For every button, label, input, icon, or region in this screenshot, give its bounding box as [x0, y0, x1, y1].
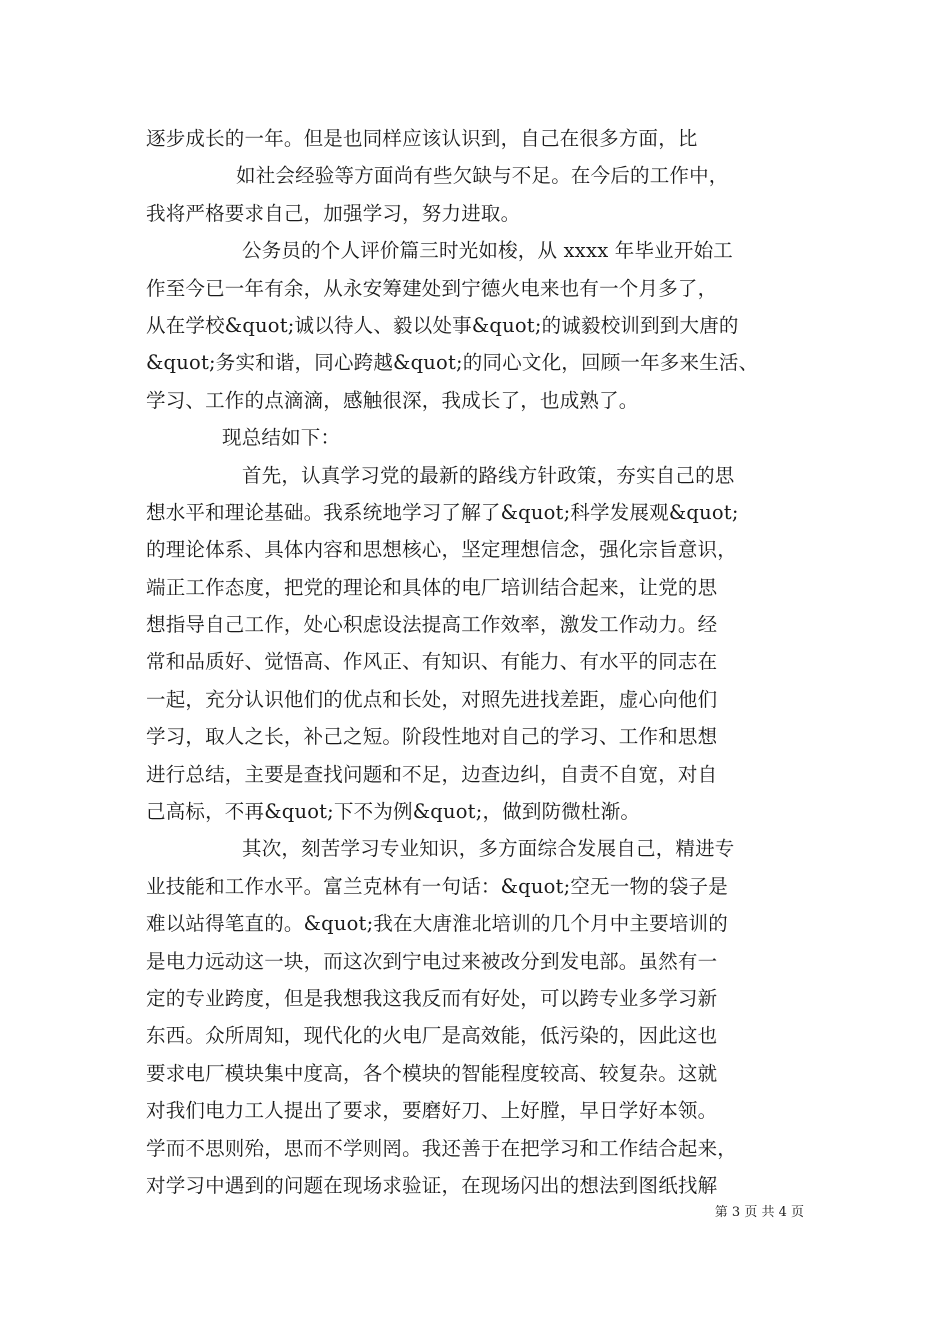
- text-line: 现总结如下：: [222, 426, 341, 450]
- text-line: 是电力远动这一块，而这次到宁电过来被改分到发电部。虽然有一: [146, 949, 718, 973]
- text-line: 学习，取人之长，补己之短。阶段性地对自己的学习、工作和思想: [146, 725, 718, 749]
- text-line: 对我们电力工人提出了要求，要磨好刀、上好膛，早日学好本领。: [146, 1099, 718, 1123]
- text-line: 学习、工作的点滴滴，感触很深，我成长了，也成熟了。: [146, 388, 639, 412]
- page-number: 第 3 页 共 4 页: [714, 1205, 804, 1220]
- text-line: &quot;务实和谐，同心跨越&quot;的同心文化，回顾一年多来生活、: [146, 351, 759, 375]
- text-line: 首先，认真学习党的最新的路线方针政策，夯实自己的思: [242, 463, 735, 487]
- text-line: 定的专业跨度，但是我想我这我反而有好处，可以跨专业多学习新: [146, 986, 718, 1010]
- text-line: 常和品质好、觉悟高、作风正、有知识、有能力、有水平的同志在: [146, 650, 718, 674]
- body-text: [146, 120, 806, 1204]
- text-line: 从在学校&quot;诚以待人、毅以处事&quot;的诚毅校训到到大唐的: [146, 313, 739, 337]
- text-line: 一起，充分认识他们的优点和长处，对照先进找差距，虚心向他们: [146, 687, 718, 711]
- text-line: 想水平和理论基础。我系统地学习了解了&quot;科学发展观&quot;: [146, 500, 739, 524]
- text-line: 如社会经验等方面尚有些欠缺与不足。在今后的工作中，: [236, 164, 729, 188]
- text-line: 想指导自己工作，处心积虑设法提高工作效率，激发工作动力。经: [146, 613, 718, 637]
- text-line: 东西。众所周知，现代化的火电厂是高效能，低污染的，因此这也: [146, 1024, 718, 1048]
- text-line: 难以站得笔直的。&quot;我在大唐淮北培训的几个月中主要培训的: [146, 912, 728, 936]
- text-line: 其次，刻苦学习专业知识，多方面综合发展自己，精进专: [242, 837, 735, 861]
- text-line: 学而不思则殆，思而不学则罔。我还善于在把学习和工作结合起来，: [146, 1136, 738, 1160]
- text-line: 端正工作态度，把党的理论和具体的电厂培训结合起来，让党的思: [146, 575, 718, 599]
- text-line: 己高标，不再&quot;下不为例&quot;，做到防微杜渐。: [146, 800, 641, 824]
- text-line: 要求电厂模块集中度高，各个模块的智能程度较高、较复杂。这就: [146, 1061, 718, 1085]
- text-line: 业技能和工作水平。富兰克林有一句话：&quot;空无一物的袋子是: [146, 874, 728, 898]
- text-line: 进行总结，主要是查找问题和不足，边查边纠，自责不自宽，对自: [146, 762, 718, 786]
- text-line: 逐步成长的一年。但是也同样应该认识到，自己在很多方面，比: [146, 127, 698, 150]
- text-line: 的理论体系、具体内容和思想核心，坚定理想信念，强化宗旨意识，: [146, 538, 738, 562]
- text-line: 作至今已一年有余，从永安筹建处到宁德火电来也有一个月多了，: [146, 276, 718, 300]
- text-line: 我将严格要求自己，加强学习，努力进取。: [146, 201, 521, 225]
- text-line: 对学习中遇到的问题在现场求验证，在现场闪出的想法到图纸找解: [146, 1173, 718, 1197]
- text-line: 公务员的个人评价篇三时光如梭，从 xxxx 年毕业开始工: [242, 239, 733, 263]
